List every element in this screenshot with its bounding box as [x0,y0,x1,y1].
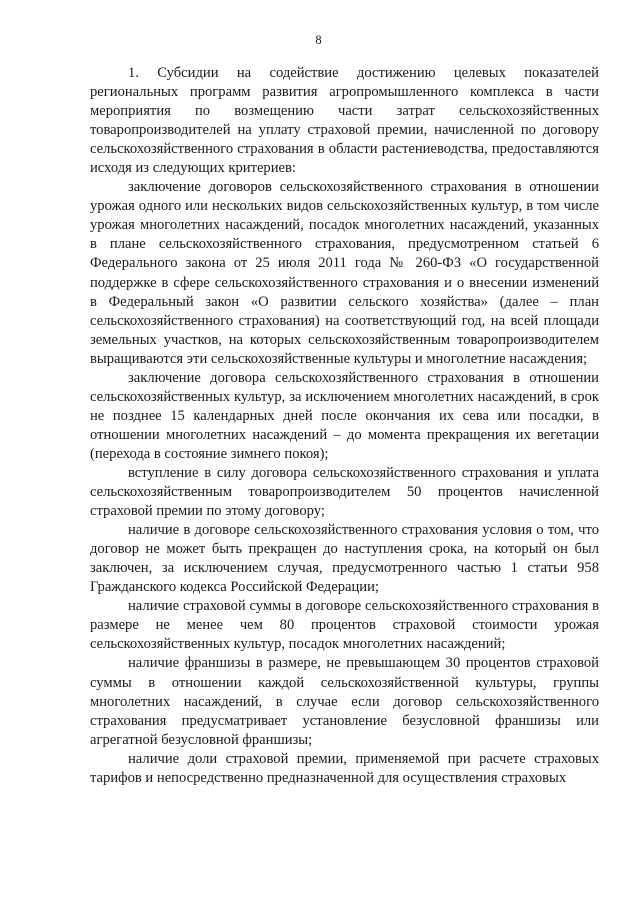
paragraph-criterion-deductible: наличие франшизы в размере, не превышающем 30 процентов страховой суммы в отношении каждой сельскохозяйственной культуры, группы многолетних насаждений, в случае если договор сельскохозяйственного страхования предусматривает установление безусловной франшизы или агрегатной безусловной франшизы; [90,655,599,748]
paragraph-subsidy-criteria-intro: 1. Субсидии на содействие достижению целевых показателей региональных программ развития агропромышленного комплекса в части мероприятия по возмещению части затрат сельскохозяйственных товаропроизводителей на уплату страховой премии, начисленной по договору сельскохозяйственного страхования в области растениеводства, предоставляются исходя из следующих критериев: [90,65,599,177]
document-body [90,64,599,788]
page-number: 8 [315,33,322,47]
paragraph-criterion-insurance-contract-conclusion: заключение договоров сельскохозяйственного страхования в отношении урожая одного или нескольких видов сельскохозяйственных культур, в том числе урожая многолетних насаждений, посадок многолетних насаждений, указанных в плане сельскохозяйственного страхования, предусмотренном статьей 6 Федерального закона от 25 июля 2011 года № 260-ФЗ «О государственной поддержке в сфере сельскохозяйственного страхования и о внесении изменений в Федеральный закон «О развитии сельского хозяйства» (далее – план сельскохозяйственного страхования) на соответствующий год, на всей площади земельных участков, на которых сельскохозяйственным товаропроизводителем выращиваются эти сельскохозяйственные культуры и многолетние насаждения; [90,179,599,367]
paragraph-criterion-insured-sum: наличие страховой суммы в договоре сельскохозяйственного страхования в размере не менее чем 80 процентов страховой стоимости урожая сельскохозяйственных культур, посадок многолетних насаждений; [90,598,599,653]
paragraph-criterion-no-early-termination: наличие в договоре сельскохозяйственного страхования условия о том, что договор не может быть прекращен до наступления срока, на который он был заключен, за исключением случая, предусмотренного частью 1 статьи 958 Гражданского кодекса Российской Федерации; [90,522,599,596]
paragraph-criterion-premium-share: наличие доли страховой премии, применяемой при расчете страховых тарифов и непосредственно предназначенной для осуществления страховых [90,750,599,786]
paragraph-criterion-contract-entry-into-force: вступление в силу договора сельскохозяйственного страхования и уплата сельскохозяйственным товаропроизводителем 50 процентов начисленной страховой премии по этому договору; [90,464,599,520]
paragraph-criterion-contract-deadline: заключение договора сельскохозяйственного страхования в отношении сельскохозяйственных культур, за исключением многолетних насаждений, в срок не позднее 15 календарных дней после окончания их сева или посадки, в отношении многолетних насаждений – до момента прекращения их вегетации (перехода в состояние зимнего покоя); [90,369,599,462]
